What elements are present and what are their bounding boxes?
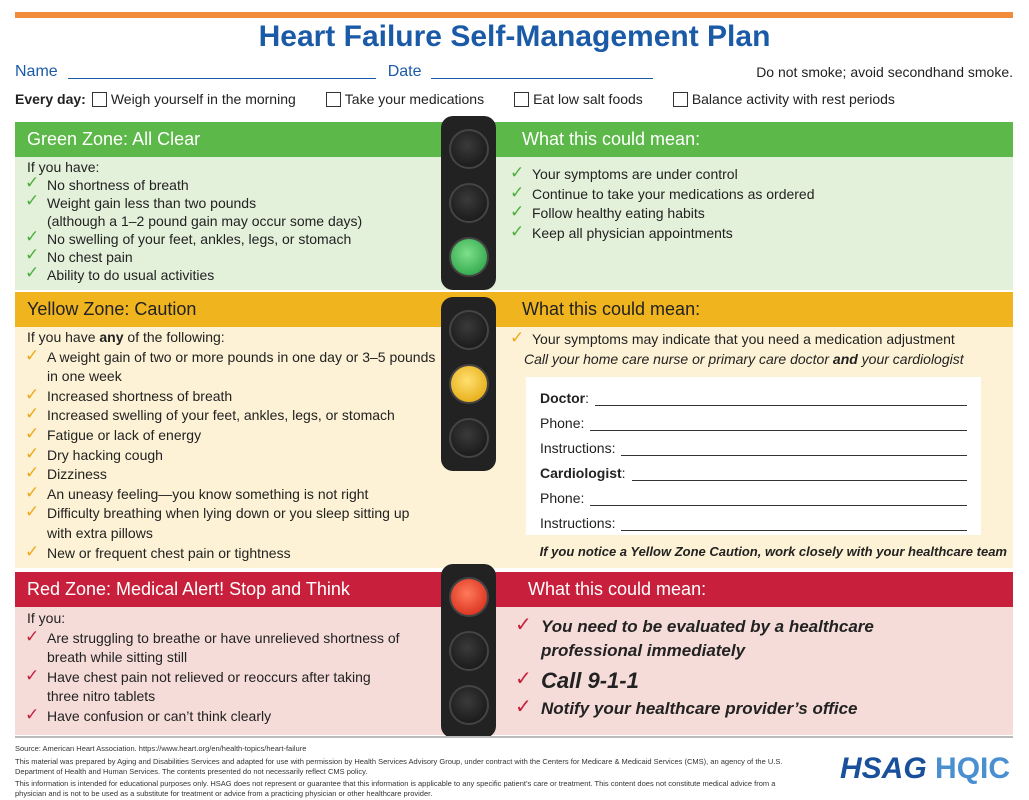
list-item: ✓ A weight gain of two or more pounds in one day or 3–5 pounds in one week [25, 345, 436, 385]
checkbox-box[interactable] [326, 92, 341, 107]
check-icon: ✓ [25, 345, 40, 365]
list-item: ✓ Continue to take your medications as ordered [510, 182, 815, 202]
list-item: ✓ No shortness of breath [25, 173, 189, 193]
every-day-row [15, 89, 1013, 109]
check-icon: ✓ [25, 263, 40, 282]
name-label: Name [15, 63, 58, 80]
list-item: ✓ Fatigue or lack of energy [25, 423, 202, 443]
doctor-phone-field[interactable]: Phone: [540, 406, 967, 431]
green-zone-body [15, 157, 1013, 290]
list-item-note: (although a 1–2 pound gain may occur some days) [47, 213, 363, 229]
checkbox-low-salt[interactable] [514, 91, 643, 107]
list-item: ✓ Are struggling to breathe or have unrelieved shortness of breath while sitting still [25, 626, 400, 666]
check-icon: ✓ [515, 614, 532, 636]
checkbox-weigh[interactable] [92, 91, 296, 107]
list-item: ✓ New or frequent chest pain or tightness [25, 541, 291, 561]
check-icon: ✓ [25, 423, 40, 443]
yellow-zone [15, 292, 1013, 568]
yellow-note: If you notice a Yellow Zone Caution, work closely with your healthcare team [539, 544, 1007, 559]
cardiologist-instructions-field[interactable]: Instructions: [540, 506, 967, 531]
page-title: Heart Failure Self-Management Plan [258, 20, 771, 53]
red-symptom-list [25, 609, 405, 727]
name-field[interactable] [68, 65, 376, 79]
source-text: Source: American Heart Association. https://www.heart.org/en/health-topics/heart-failure [15, 744, 307, 753]
list-item: ✓ Difficulty breathing when lying down or you sleep sitting up with extra pillows [25, 502, 410, 541]
list-item: ✓ Follow healthy eating habits [510, 202, 705, 222]
check-icon: ✓ [25, 482, 40, 502]
list-item: ✓ Notify your healthcare provider’s office [515, 696, 858, 718]
call-instruction: Call your home care nurse or primary care doctor and your cardiologist [524, 350, 964, 367]
list-item: ✓ Ability to do usual activities [25, 263, 215, 283]
red-zone-title: Red Zone: Medical Alert! Stop and Think [27, 579, 350, 599]
yellow-meaning-list [510, 330, 1010, 369]
list-item: ✓ Weight gain less than two pounds [25, 191, 257, 211]
checkbox-box[interactable] [673, 92, 688, 107]
check-icon: ✓ [25, 191, 40, 210]
list-item: ✓ No chest pain [25, 245, 133, 265]
list-item: ✓ Your symptoms are under control [510, 163, 738, 182]
red-mean-title: What this could mean: [528, 579, 707, 599]
cardiologist-field[interactable]: Cardiologist : [540, 456, 967, 481]
contact-form [526, 377, 981, 535]
list-item: ✓ Your symptoms may indicate that you need a medication adjustment [510, 328, 955, 347]
check-icon: ✓ [25, 463, 40, 483]
list-item: ✓ Increased swelling of your feet, ankles, legs, or stomach [25, 404, 395, 424]
check-icon: ✓ [25, 227, 40, 246]
check-icon: ✓ [25, 404, 40, 424]
green-mean-title: What this could mean: [522, 129, 701, 149]
list-item: ✓ Have confusion or can’t think clearly [25, 704, 272, 724]
list-item: ✓ Dry hacking cough [25, 443, 163, 463]
checkbox-medications[interactable] [326, 91, 484, 107]
check-icon: ✓ [510, 182, 525, 202]
every-day-label: Every day: [15, 91, 86, 107]
check-icon: ✓ [510, 221, 525, 241]
name-date-row [15, 63, 1013, 81]
green-zone [15, 122, 1013, 290]
green-zone-header [15, 122, 1013, 157]
list-item: ✓ You need to be evaluated by a healthcare professional immediately [515, 614, 874, 660]
check-icon: ✓ [25, 245, 40, 264]
checkbox-box[interactable] [92, 92, 107, 107]
yellow-zone-title: Yellow Zone: Caution [27, 299, 197, 319]
smoke-note: Do not smoke; avoid secondhand smoke. [756, 64, 1013, 80]
check-icon: ✓ [25, 704, 40, 724]
doctor-instructions-field[interactable]: Instructions: [540, 431, 967, 456]
check-icon: ✓ [25, 384, 40, 404]
list-intro: If you have: [27, 159, 100, 175]
check-icon: ✓ [510, 202, 525, 222]
green-traffic-light-icon [441, 116, 496, 290]
checkbox-box[interactable] [514, 92, 529, 107]
green-symptom-list [25, 158, 362, 284]
check-icon: ✓ [510, 328, 525, 347]
red-meaning-list [515, 615, 935, 721]
red-zone [15, 572, 1013, 735]
list-intro: If you have any of the following: [27, 329, 225, 345]
date-label: Date [387, 63, 422, 80]
yellow-zone-body [15, 327, 1013, 568]
doctor-field[interactable]: Doctor : [540, 381, 967, 406]
check-icon: ✓ [25, 626, 40, 646]
checkbox-label: Eat low salt foods [533, 91, 643, 107]
green-zone-title: Green Zone: All Clear [27, 129, 201, 149]
disclaimer-2: This information is intended for educational purposes only. HSAG does not represent or guarantee that this information is applicable to any specific patient’s care or treatment. This content does not constitute medical advice from a physician and is not to be used as a substitute for treatment or advice from a practicing physician or other healthcare provider. [15, 779, 776, 798]
list-item: ✓ Call 9-1-1 [515, 668, 639, 693]
hsag-hqic-logo: HSAG HQIC [840, 752, 1011, 785]
cardiologist-phone-field[interactable]: Phone: [540, 481, 967, 506]
check-icon: ✓ [25, 173, 40, 192]
checkbox-balance[interactable] [673, 91, 895, 107]
checkbox-label: Balance activity with rest periods [691, 91, 895, 107]
list-item: ✓ Have chest pain not relieved or reoccurs after taking three nitro tablets [25, 665, 371, 705]
check-icon: ✓ [515, 696, 532, 718]
check-icon: ✓ [510, 163, 525, 182]
list-item: ✓ Increased shortness of breath [25, 384, 233, 404]
check-icon: ✓ [515, 668, 532, 690]
red-zone-header [15, 572, 1013, 607]
yellow-traffic-light-icon [441, 297, 496, 471]
list-intro: If you: [27, 610, 66, 626]
checkbox-label: Take your medications [344, 91, 485, 107]
footer-divider [15, 736, 1013, 738]
green-meaning-list [510, 165, 815, 243]
top-accent-bar [15, 12, 1013, 18]
yellow-mean-title: What this could mean: [522, 299, 701, 319]
check-icon: ✓ [25, 541, 40, 561]
check-icon: ✓ [25, 502, 40, 522]
yellow-zone-header [15, 292, 1013, 327]
check-icon: ✓ [25, 443, 40, 463]
checkbox-label: Weigh yourself in the morning [110, 91, 296, 107]
list-item: ✓ An uneasy feeling—you know something is not right [25, 482, 369, 502]
list-item: ✓ Dizziness [25, 463, 107, 483]
check-icon: ✓ [25, 665, 40, 685]
disclaimer-1: This material was prepared by Aging and Disabilities Services and adapted for use with permission by Health Services Advisory Group, under contract with the Centers for Medicare & Medicaid Services (CMS), an agency of the U.S. Department of Health and Human Services. The contents presented do not necessarily reflect CMS policy. [15, 757, 783, 776]
list-item: ✓ No swelling of your feet, ankles, legs, or stomach [25, 227, 352, 247]
date-field[interactable] [431, 65, 653, 79]
yellow-symptom-list [25, 328, 437, 563]
red-zone-body [15, 607, 1013, 735]
list-item: ✓ Keep all physician appointments [510, 221, 733, 241]
red-traffic-light-icon [441, 564, 496, 738]
